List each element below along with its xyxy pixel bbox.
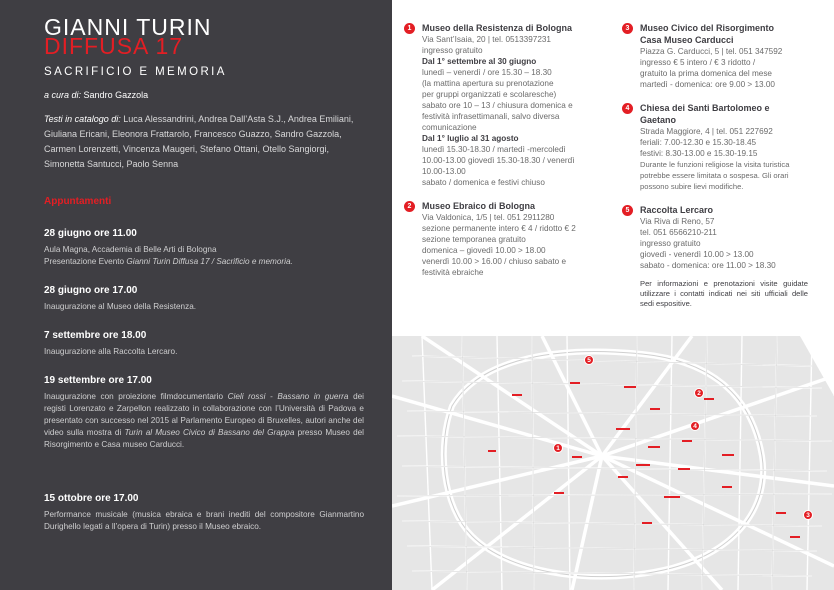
map-pin-4[interactable]: 4 (690, 421, 700, 431)
venue-name: Museo Civico del Risorgimento (640, 23, 775, 33)
brand-title: GIANNI TURIN (44, 14, 212, 40)
event-item (44, 375, 364, 451)
venues-column-right (616, 22, 812, 309)
event-description: Inaugurazione con proiezione filmdocumentario Cieli rossi - Bassano in guerra dei registi Lorenzato e Zarpellon realizzato in collaborazione con l’Università di Padova e presentato con successo nel 2015 al Parlamento Europeo di Bruxelles, autori anche del video sulla mostra di Turin al Museo Civico di Bassano del Grappa presso Museo del Risorgimento e Casa museo Carducci. (44, 392, 364, 449)
appointments-heading: Appuntamenti (44, 196, 112, 207)
venue-name: Museo della Resistenza di Bologna (422, 23, 573, 33)
event-description: Performance musicale (musica ebraica e brani inediti del compositore Gianmartino Durighello legati a ll’opera di Turin) presso il Museo ebraico. (44, 510, 364, 531)
catalog-authors (44, 112, 364, 172)
venue-item: 3 Museo Civico del Risorgimento Casa Museo Carducci Piazza G. Carducci, 5 | tel. 051 347592 ingresso € 5 intero / € 3 ridotto / gratuito la prima domenica del mese martedì - domenica: ore 9.00 > 13.00 (616, 22, 812, 90)
event-description: Aula Magna, Accademia di Belle Arti di Bologna Presentazione Evento Gianni Turin Diffusa 17 / Sacrificio e memoria. (44, 245, 293, 266)
event-date: 19 settembre ore 17.00 (44, 375, 152, 386)
event-item (44, 228, 364, 268)
map-pin-3[interactable]: 3 (803, 510, 813, 520)
venue-name: Chiesa dei Santi Bartolomeo e (640, 103, 770, 113)
event-date: 28 giugno ore 11.00 (44, 228, 137, 239)
map-pin-1[interactable]: 1 (553, 443, 563, 453)
curator-line (44, 90, 148, 100)
city-map (392, 336, 834, 590)
venue-name: Museo Ebraico di Bologna (422, 201, 536, 211)
map-streets (392, 336, 834, 590)
event-date: 15 ottobre ore 17.00 (44, 493, 139, 504)
left-panel (0, 0, 392, 590)
venue-number-badge: 3 (622, 23, 633, 34)
venues-column-left (398, 22, 588, 294)
info-note: Per informazioni e prenotazioni visite guidate utilizzare i contatti indicati nei siti ufficiali delle sedi espositive. (640, 279, 808, 308)
venue-number-badge: 5 (622, 205, 633, 216)
venue-name-secondary: Gaetano (640, 115, 677, 125)
catalog-authors-list: Luca Alessandrini, Andrea Dall’Asta S.J., Andrea Emiliani, Giuliana Ericani, Eleonora Frattarolo, Francesco Guazzo, Sandro Gazzola, Carmen Lorenzetti, Vincenza Maugeri, Stefano Ottani, Otello Sangiorgi, Simonetta Santucci, Paolo Senna (44, 114, 354, 169)
event-item (44, 493, 364, 533)
venue-number-badge: 2 (404, 201, 415, 212)
event-date: 28 giugno ore 17.00 (44, 285, 138, 296)
catalog-label: Testi in catalogo di: (44, 114, 121, 124)
map-pin-5[interactable]: 5 (584, 355, 594, 365)
event-description: Inaugurazione alla Raccolta Lercaro. (44, 347, 178, 356)
venue-item: 5 Raccolta Lercaro Via Riva di Reno, 57 tel. 051 6566210-211 ingresso gratuito giovedì - venerdì 10.00 > 13.00 sabato - domenica: ore 11.00 > 18.30 (616, 204, 812, 271)
curator-label: a cura di: (44, 90, 82, 100)
brand-subtitle: DIFFUSA 17 (44, 33, 184, 59)
event-description: Inaugurazione al Museo della Resistenza. (44, 302, 197, 311)
event-item (44, 330, 364, 358)
map-pin-2[interactable]: 2 (694, 388, 704, 398)
venue-item: 2 Museo Ebraico di Bologna Via Valdonica, 1/5 | tel. 051 2911280 sezione permanente intero € 4 / ridotto € 2 sezione temporanea gratuito domenica – giovedì 10.00 > 18.00 venerdì 10.00 > 16.00 / chiuso sabato e festività ebraiche (398, 200, 588, 278)
event-item (44, 285, 364, 313)
brand-tagline: SACRIFICIO E MEMORIA (44, 66, 227, 78)
venue-item: 1 Museo della Resistenza di Bologna Via Sant’Isaia, 20 | tel. 0513397231 ingresso gratuito Dal 1° settembre al 30 giugno lunedì – venerdì / ore 15.30 – 18.30 (la mattina apertura su prenotazione per gruppi organizzati e scolaresche) sabato ore 10 – 13 / chiusura domenica e festività infrasettimanali, salvo diversa comunicazione Dal 1° luglio al 31 agosto lunedì 15.30-18.30 / martedì -mercoledì 10.00-13.00 giovedì 15.30-18.30 / venerdì 10.00-13.00 sabato / domenica e festivi chiuso (398, 22, 588, 188)
venue-number-badge: 4 (622, 103, 633, 114)
venue-name: Raccolta Lercaro (640, 205, 714, 215)
venue-number-badge: 1 (404, 23, 415, 34)
venue-item: 4 Chiesa dei Santi Bartolomeo e Gaetano Strada Maggiore, 4 | tel. 051 227692 feriali: 7.00-12.30 e 15.30-18.45 festivi: 8.30-13.00 e 15.30-19.15 Durante le funzioni religiose la visita turistica potrebbe essere limitata o sospesa. Gli orari possono subire lievi modifiche. (616, 102, 812, 192)
event-date: 7 settembre ore 18.00 (44, 330, 147, 341)
venue-name-secondary: Casa Museo Carducci (640, 35, 734, 45)
curator-name: Sandro Gazzola (83, 90, 149, 100)
